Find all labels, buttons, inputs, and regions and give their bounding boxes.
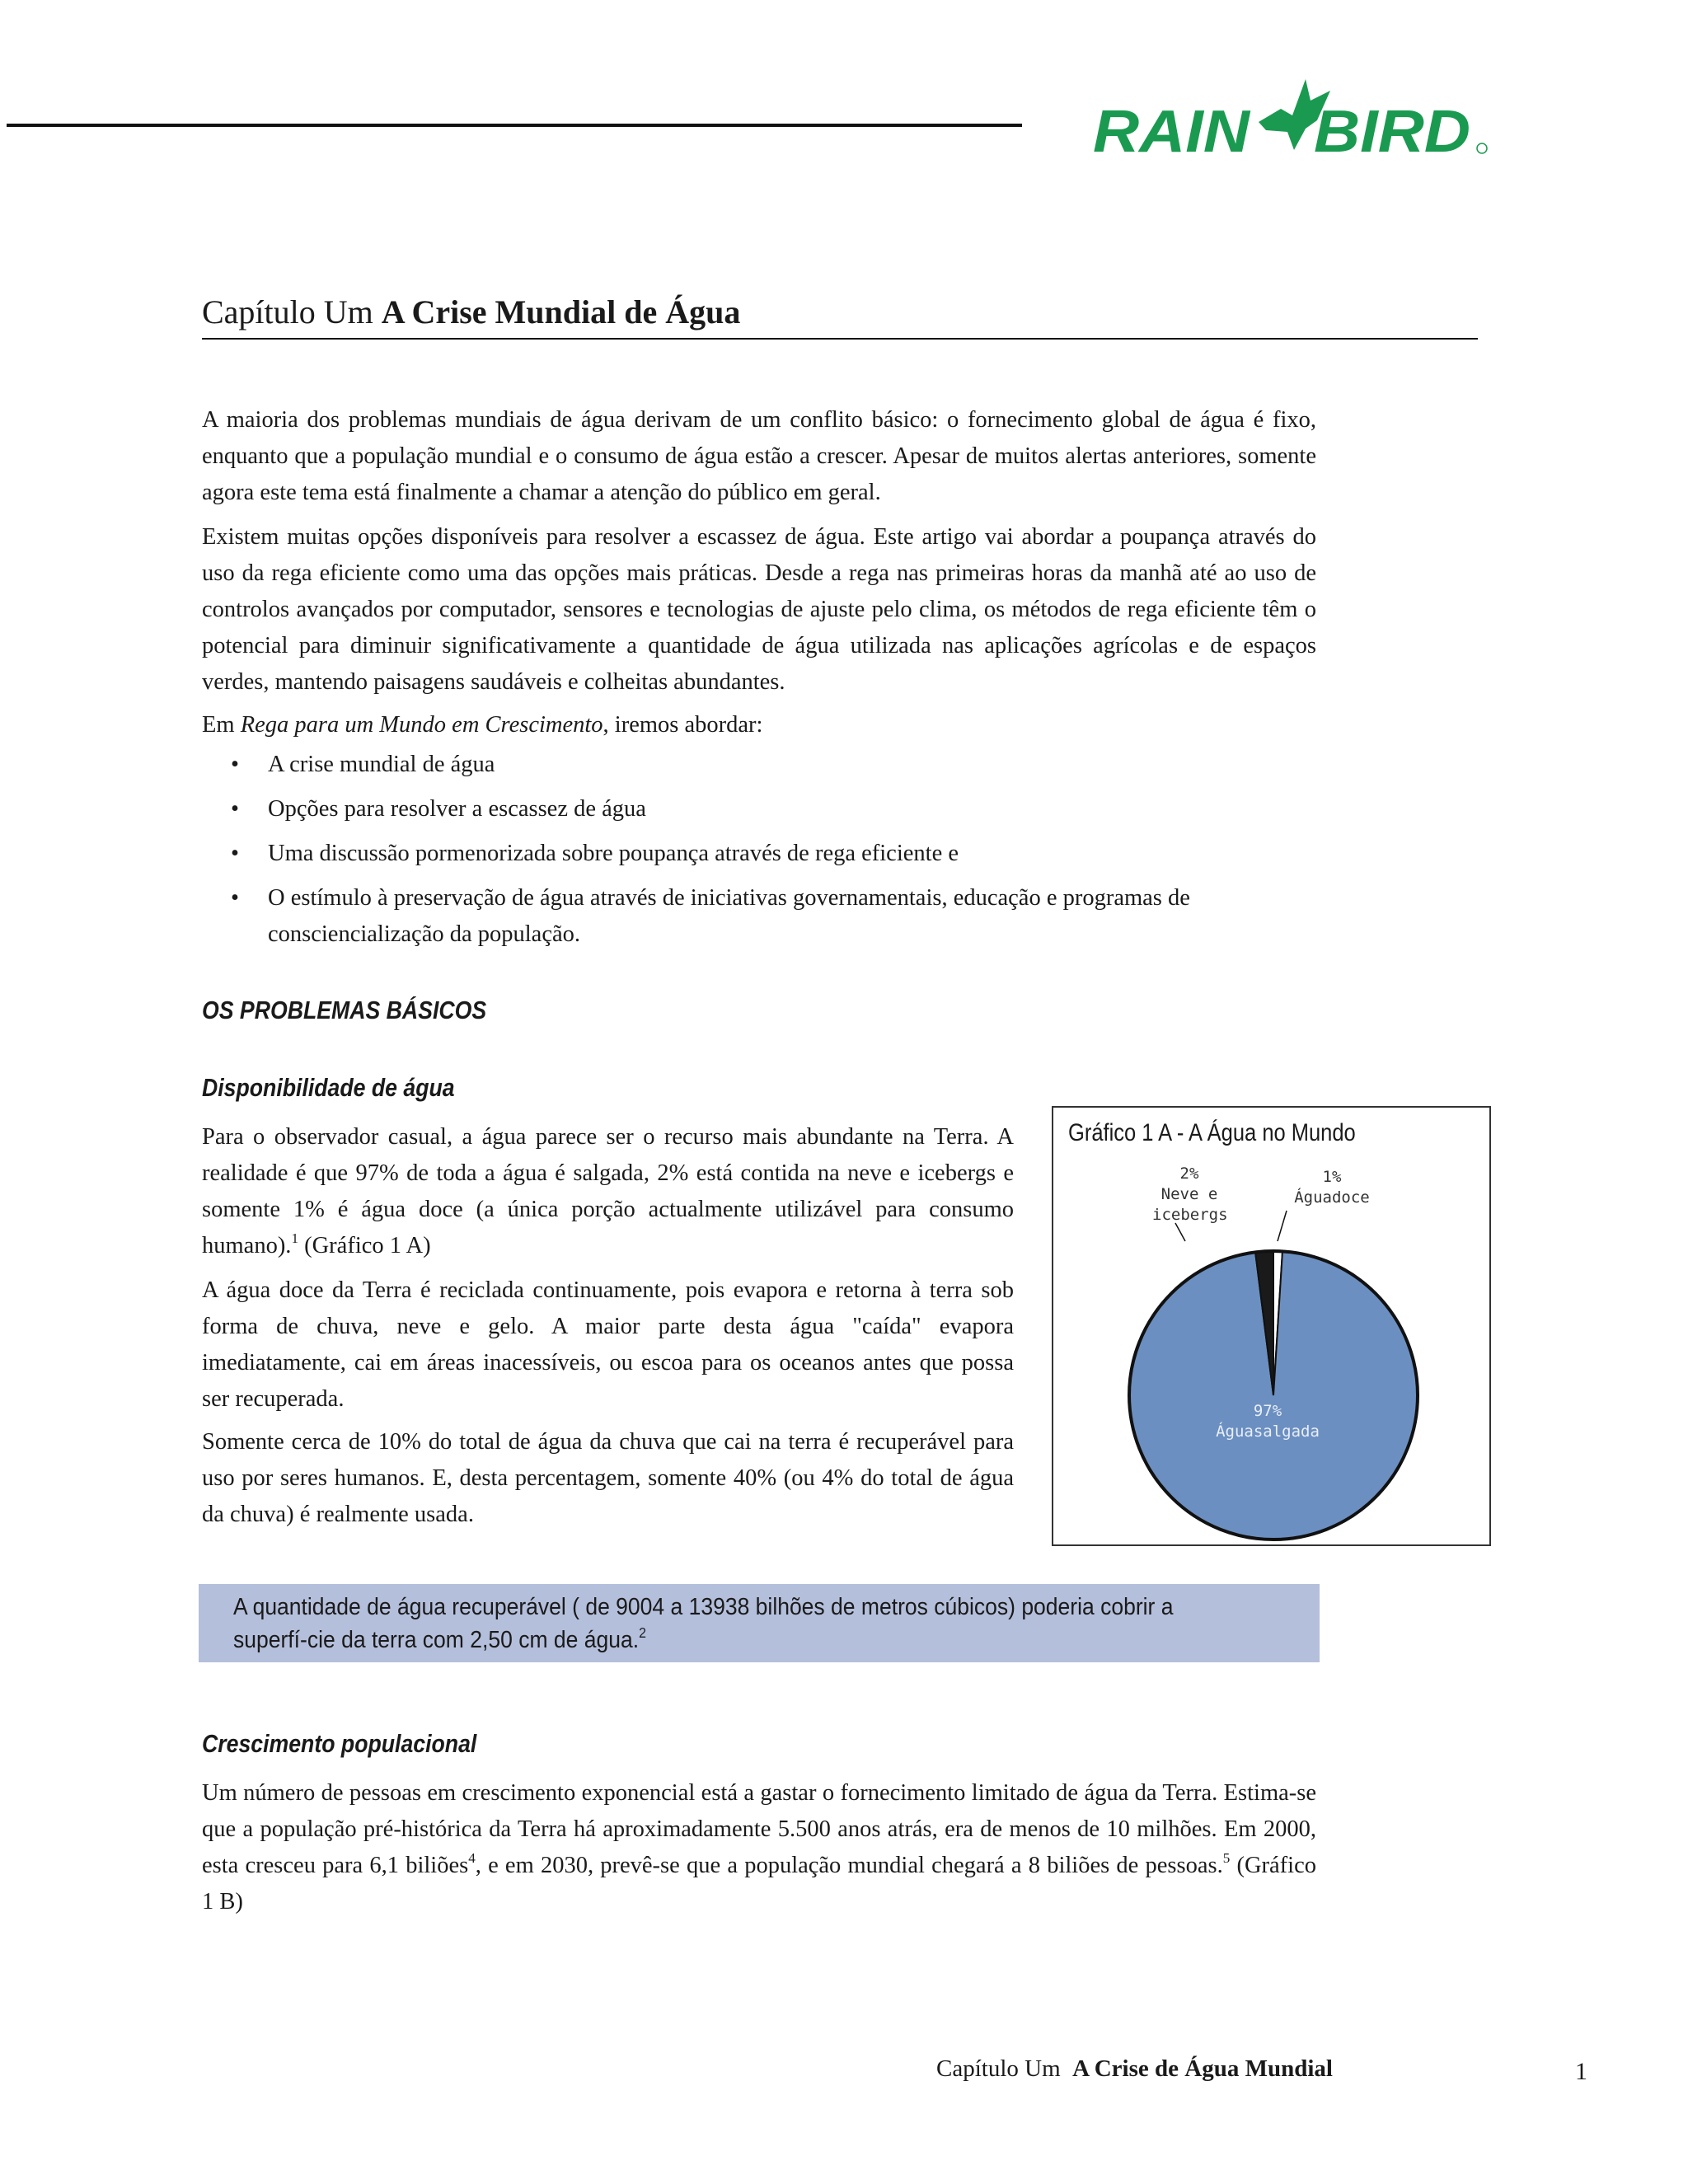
pie-chart	[1053, 1108, 1489, 1544]
registered-mark-icon	[1477, 143, 1487, 153]
footnote-ref: 1	[291, 1230, 298, 1246]
world-water-chart	[1052, 1106, 1491, 1546]
subsection-heading-availability: Disponibilidade de água	[202, 1073, 455, 1102]
chapter-prefix: Capítulo Um	[202, 293, 373, 330]
page-number: 1	[1575, 2058, 1587, 2085]
section-heading: OS PROBLEMAS BÁSICOS	[202, 996, 487, 1024]
footnote-ref: 4	[468, 1849, 476, 1866]
label-freshwater: 1% Águadoce	[1294, 1168, 1370, 1207]
list-item: • Uma discussão pormenorizada sobre poupança através de rega eficiente e	[202, 836, 1316, 872]
logo-text-bird: BIRD	[1314, 99, 1470, 163]
callout-text: A quantidade de água recuperável ( de 9004 a 13938 bilhões de metros cúbicos) poderia cobrir a superfí-cie da terra com 2,50 cm de água.$^2$	[233, 1594, 1174, 1653]
subsection-heading-population: Crescimento populacional	[202, 1729, 477, 1758]
list-item: • O estímulo à preservação de água através de iniciativas governamentais, educação e programas de consciencialização da população.	[202, 880, 1316, 953]
leader-line-freshwater	[1278, 1211, 1287, 1241]
bullet-icon: •	[231, 752, 239, 777]
rain-bird-logo	[1090, 73, 1493, 163]
bullet-icon: •	[231, 841, 239, 866]
availability-paragraph-2: A água doce da Terra é reciclada continuamente, pois evapora e retorna à terra sob forma de chuva, neve e gelo. A maior parte desta água "caída" evapora imediatamente, cai em áreas inacessíveis, ou escoa para os oceanos antes que possa ser recuperada.	[202, 1277, 1014, 1412]
chapter-title-text: A Crise Mundial de Água	[381, 293, 741, 330]
chart-title: Gráfico 1 A - A Água no Mundo	[1068, 1119, 1356, 1146]
list-item: • A crise mundial de água	[202, 747, 1316, 783]
bullet-icon: •	[231, 885, 239, 911]
callout-box	[199, 1584, 1320, 1662]
footnote-ref: 5	[1222, 1849, 1231, 1866]
label-saltwater: 97% Águasalgada	[1216, 1402, 1320, 1441]
topic-list	[202, 747, 1316, 961]
intro-paragraph-1: A maioria dos problemas mundiais de água derivam de um conflito básico: o fornecimento global de água é fixo, enquanto que a população mundial e o consumo de água estão a crescer. Apesar de muitos alertas anteriores, somente agora este tema está finalmente a chamar a atenção do público em geral.	[202, 407, 1316, 505]
availability-paragraph-3: Somente cerca de 10% do total de água da chuva que cai na terra é recuperável para uso por seres humanos. E, desta percentagem, somente 40% (ou 4% do total de água da chuva) é realmente usada.	[202, 1429, 1014, 1527]
footer-running-title: Capítulo Um A Crise de Água Mundial	[936, 2055, 1333, 2082]
population-paragraph: Um número de pessoas em crescimento exponencial está a gastar o fornecimento limitado de água da Terra. Estima-se que a população pré-histórica da Terra há aproximadamente 5.500 anos atrás, era de menos de 10 milhões. Em 2000, esta cresceu para 6,1 biliões$^4$, e em 2030, prevê-se que a população mundial chegará a 8 biliões de pessoas.$^5$ (Gráfico 1 B)	[202, 1780, 1316, 1915]
header-rule	[7, 124, 1022, 127]
footnote-ref: 2	[639, 1624, 646, 1641]
list-item: • Opções para resolver a escassez de água	[202, 791, 1316, 827]
bullet-icon: •	[231, 796, 239, 822]
label-snow: 2% Neve e icebergs	[1152, 1165, 1228, 1224]
intro-paragraph-3: Em Rega para um Mundo em Crescimento, iremos abordar:	[202, 712, 763, 738]
book-title: Rega para um Mundo em Crescimento	[240, 712, 603, 738]
intro-paragraph-2: Existem muitas opções disponíveis para resolver a escassez de água. Este artigo vai abordar a poupança através do uso da rega eficiente como uma das opções mais práticas. Desde a rega nas primeiras horas da manhã até ao uso de controlos avançados por computador, sensores e tecnologias de ajuste pelo clima, os métodos de rega eficiente têm o potencial para diminuir significativamente a quantidade de água utilizada nas aplicações agrícolas e de espaços verdes, mantendo paisagens saudáveis e colheitas abundantes.	[202, 524, 1316, 695]
leader-line-snow	[1175, 1223, 1185, 1241]
availability-paragraph-1: Para o observador casual, a água parece ser o recurso mais abundante na Terra. A realidade é que 97% de toda a água é salgada, 2% está contida na neve e icebergs e somente 1% é água doce (a única porção actualmente utilizável para consumo humano).$^1$ (Gráfico 1 A)	[202, 1124, 1014, 1258]
chapter-title	[202, 288, 1478, 340]
logo-text-rain: RAIN	[1093, 99, 1252, 163]
